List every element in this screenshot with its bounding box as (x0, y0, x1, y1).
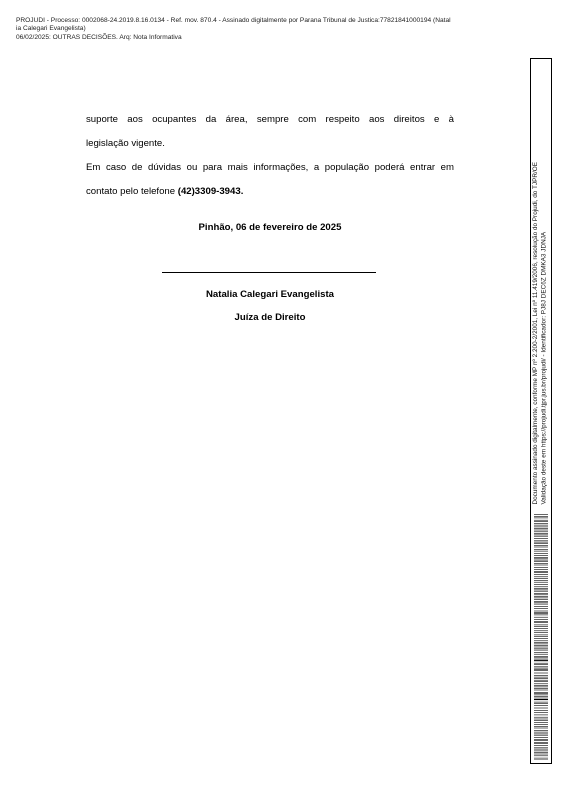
paragraph-1-line-2: legislação vigente. (86, 138, 165, 149)
header-line-date: 06/02/2025: OUTRAS DECISÕES. Arq: Nota Informativa (16, 33, 182, 41)
paragraph-2-line-1: Em caso de dúvidas ou para mais informações, a população poderá entrar em (86, 162, 454, 173)
document-header (16, 17, 528, 42)
signer-role: Juíza de Direito (234, 312, 306, 323)
header-line-process: PROJUDI - Processo: 0002068-24.2019.8.16.0134 - Ref. mov. 870.4 - Assinado digitalmente por Parana Tribunal de Justica:77821841000194 (Natal (16, 17, 451, 24)
phone-number: (42)3309-3943. (177, 186, 244, 197)
paragraph-1-line-1: suporte aos ocupantes da área, sempre com respeito aos direitos e à (86, 114, 454, 125)
contact-prefix: contato pelo telefone (86, 186, 178, 197)
signature-line (162, 272, 376, 273)
stamp-line-validation: Validação deste em https://projudi.tjpr.jus.br/projudi/ - Identificador: PJ8J DEC6Z DMKA3 JDNJA (540, 232, 548, 505)
header-line-signer: ia Calegari Evangelista) (16, 25, 86, 33)
stamp-text (532, 162, 549, 505)
barcode-icon (534, 514, 548, 760)
signer-name: Natalia Calegari Evangelista (206, 289, 334, 300)
digital-signature-stamp (530, 58, 552, 764)
stamp-line-legal: Documento assinado digitalmente, conforme MP nº 2.200-2/2001, Lei nº 11.419/2006, resolução do Projudi, do TJPR/OE (532, 162, 539, 505)
paragraph-2-line-2 (86, 186, 454, 197)
place-date: Pinhão, 06 de fevereiro de 2025 (198, 222, 342, 233)
